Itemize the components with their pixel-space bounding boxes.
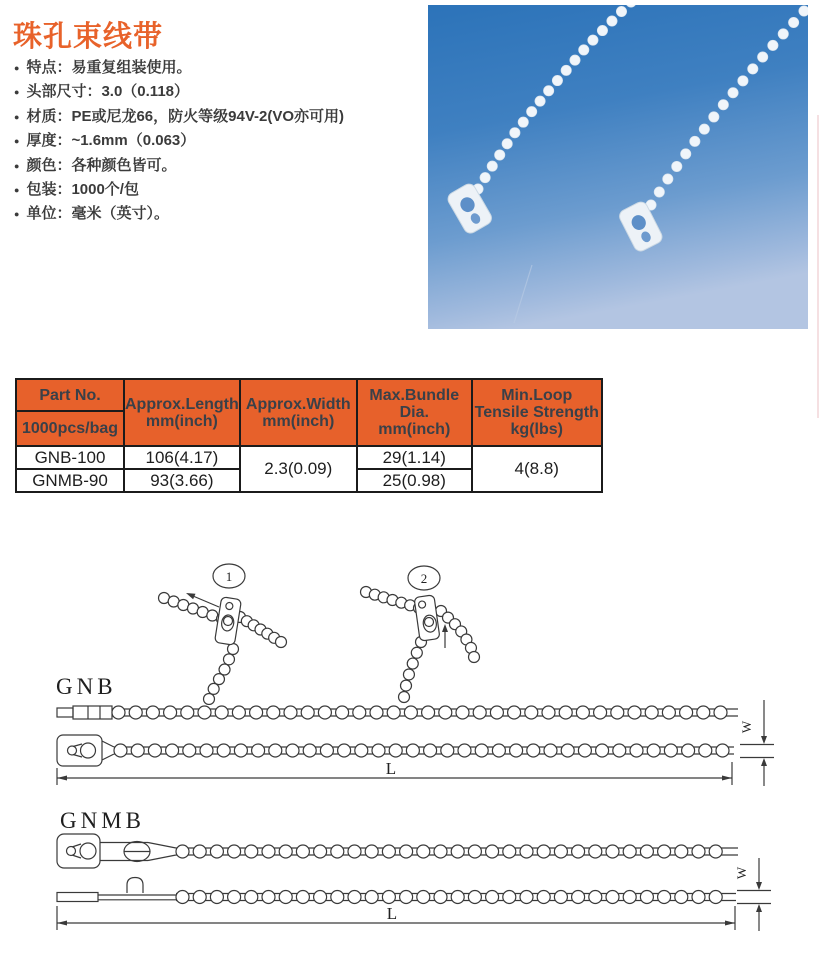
bullet-icon: ● <box>14 136 20 147</box>
cell-width: 2.3(0.09) <box>240 446 357 492</box>
keyhole-large-hole <box>80 843 96 859</box>
dim-label-l: L <box>385 759 397 778</box>
spec-item <box>14 154 424 178</box>
bullet-icon: ● <box>14 209 20 220</box>
drawing-label-gnb: GNB <box>56 674 117 699</box>
arch-stud <box>127 878 143 894</box>
cell-part-no: GNB-100 <box>16 446 124 469</box>
bead-chain <box>114 744 734 757</box>
arrowhead <box>761 758 767 766</box>
arrowhead <box>756 904 762 912</box>
column-header-length: Approx.Length mm(inch) <box>124 379 240 446</box>
scan-artifact-line <box>817 115 819 418</box>
keyhole-small-hole <box>67 847 76 856</box>
spec-item <box>14 80 424 104</box>
column-header-width: Approx.Width mm(inch) <box>240 379 357 446</box>
column-header-strength: Min.Loop Tensile Strength kg(lbs) <box>472 379 602 446</box>
keyhole-small-hole <box>68 746 77 755</box>
spec-table <box>15 378 603 493</box>
product-photo <box>428 5 808 329</box>
gnb-drawing <box>0 680 830 795</box>
bullet-icon: ● <box>14 87 20 98</box>
cell-part-no: GNMB-90 <box>16 469 124 492</box>
tie-tip-segment <box>73 706 112 719</box>
spec-text: 包装：1000个/包 <box>26 180 139 198</box>
bullet-icon: ● <box>14 160 20 171</box>
arrowhead <box>761 736 767 744</box>
bead-chain <box>235 612 287 648</box>
bead-in-hole <box>425 618 434 627</box>
column-header-part-no: Part No. <box>16 379 124 411</box>
tie-tip <box>57 893 98 902</box>
photo-background <box>428 5 808 329</box>
arrowhead <box>442 624 448 632</box>
spec-text: 特点：易重复组装使用。 <box>26 59 192 76</box>
bead-in-hole <box>224 617 233 626</box>
dim-label-w: W <box>739 720 754 734</box>
cell-length: 106(4.17) <box>124 446 240 469</box>
bullet-icon: ● <box>14 111 20 122</box>
cell-length: 93(3.66) <box>124 469 240 492</box>
bead-chain <box>176 891 736 904</box>
bead-chain <box>436 606 480 663</box>
product-photo-image <box>428 5 808 329</box>
spec-item <box>14 202 424 226</box>
column-header-bundle: Max.Bundle Dia. mm(inch) <box>357 379 472 446</box>
spec-item <box>14 105 424 129</box>
arrowhead <box>756 882 762 890</box>
cell-bundle: 29(1.14) <box>357 446 472 469</box>
tie-tip <box>57 708 73 717</box>
tie-head <box>57 834 100 868</box>
bullet-icon: ● <box>14 184 20 195</box>
arrowhead <box>57 921 67 926</box>
step-number: 1 <box>225 569 233 584</box>
arrowhead <box>725 921 735 926</box>
spec-item <box>14 129 424 153</box>
spec-text: 厚度：~1.6mm（0.063） <box>26 132 196 150</box>
bead-chain <box>112 706 738 719</box>
spec-list <box>14 56 424 227</box>
spec-text: 头部尺寸：3.0（0.118） <box>26 83 189 101</box>
page-title: 珠孔束线带 <box>13 21 164 53</box>
spec-text: 材质：PE或尼龙66，防火等级94V-2(VO亦可用) <box>26 107 344 125</box>
table-row <box>16 446 602 469</box>
dim-label-l: L <box>386 904 398 923</box>
drawing-label-gnmb: GNMB <box>60 808 146 833</box>
cell-bundle: 25(0.98) <box>357 469 472 492</box>
column-header-bag-qty: 1000pcs/bag <box>16 411 124 446</box>
cell-strength: 4(8.8) <box>472 446 602 492</box>
step-number: 2 <box>420 571 428 586</box>
gnmb-drawing <box>0 805 830 955</box>
arrowhead <box>722 776 732 781</box>
dim-label-w: W <box>734 866 749 880</box>
keyhole-large-hole <box>81 743 96 758</box>
spec-text: 单位：毫米（英寸）。 <box>26 205 169 223</box>
spec-text: 颜色：各种颜色皆可。 <box>26 156 177 174</box>
bullet-icon: ● <box>14 63 20 73</box>
spec-item <box>14 178 424 202</box>
spec-item <box>14 56 424 80</box>
arrowhead <box>186 593 196 599</box>
bead-chain <box>176 845 738 858</box>
arrowhead <box>57 776 67 781</box>
